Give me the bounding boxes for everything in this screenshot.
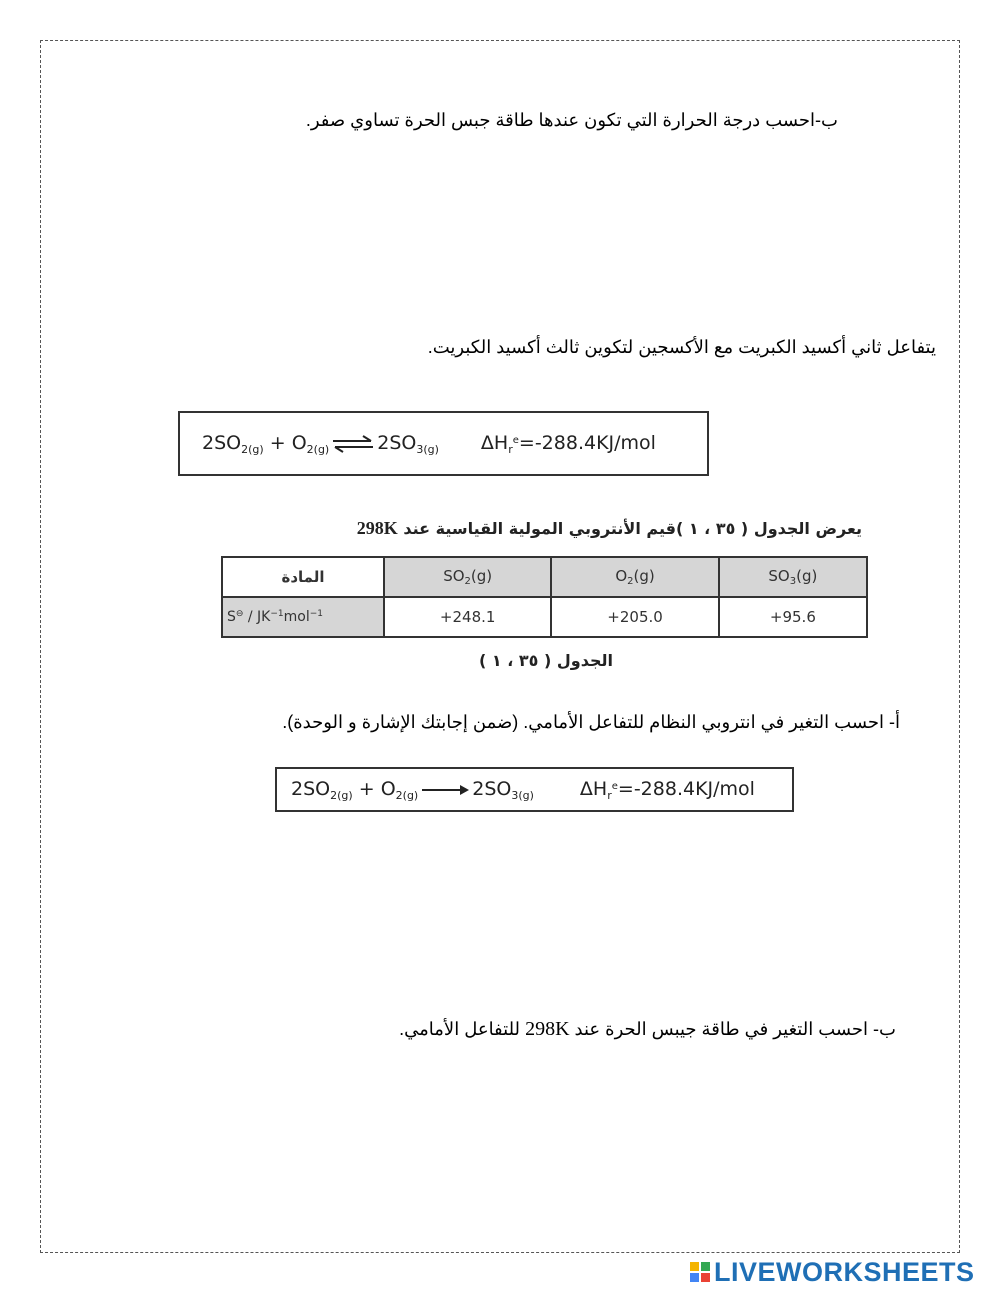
- liveworksheets-logo: [690, 1258, 975, 1286]
- reactant-so2: $2SO_{2(g)}$: [291, 777, 353, 802]
- species-so3: $SO_3(g)$: [719, 557, 867, 597]
- equilibrium-arrow-icon: [331, 435, 375, 453]
- table-header-row: [222, 557, 867, 597]
- table-row: [222, 597, 867, 637]
- entropy-row-label: $S^⊖ / JK^{-1}mol^{-1}$: [222, 597, 384, 637]
- reactant-so2: $2SO_{2(g)}$: [202, 431, 264, 456]
- reaction-intro: يتفاعل ثاني أكسيد الكبريت مع الأكسجين لتكوين ثالث أكسيد الكبريت.: [427, 337, 936, 357]
- enthalpy-change: $\Delta H_r^e=-288.4KJ$/mol: [579, 777, 755, 802]
- reactant-o2: + $O_{2(g)}$: [269, 431, 330, 456]
- species-so2: $SO_2(g)$: [384, 557, 551, 597]
- question-b-gibbs: ب- احسب التغير في طاقة جيبس الحرة عند 298K للتفاعل الأمامي.: [399, 1018, 896, 1040]
- table-footer: الجدول ( ٣٥ ، ١ ): [479, 651, 613, 670]
- product-so3: $2SO_{3(g)}$: [472, 777, 534, 802]
- logo-square-3: [690, 1273, 699, 1282]
- logo-icon: [690, 1262, 710, 1282]
- species-o2: $O_2(g)$: [551, 557, 718, 597]
- logo-text: LIVEWORKSHEETS: [714, 1256, 975, 1287]
- entropy-value-o2: +205.0: [551, 597, 718, 637]
- equilibrium-equation-box: [178, 411, 709, 476]
- forward-equation-box: [275, 767, 794, 812]
- table-caption: يعرض الجدول ( ٣٥ ، ١ )قيم الأنتروبي المولية القياسية عند 298K: [356, 518, 862, 538]
- logo-square-4: [701, 1273, 710, 1282]
- question-a-entropy: أ- احسب التغير في انتروبي النظام للتفاعل الأمامي. (ضمن إجابتك الإشارة و الوحدة).: [282, 712, 900, 732]
- product-so3: $2SO_{3(g)}$: [377, 431, 439, 456]
- question-b-temperature: ب-احسب درجة الحرارة التي تكون عندها طاقة جبس الحرة تساوي صفر.: [305, 110, 838, 130]
- substance-header: المادة: [222, 557, 384, 597]
- reactant-o2: + $O_{2(g)}$: [358, 777, 419, 802]
- entropy-table: [221, 556, 868, 638]
- logo-square-2: [701, 1262, 710, 1271]
- enthalpy-change: $\Delta H_r^e=-288.4KJ$/mol: [480, 431, 656, 456]
- entropy-value-so2: +248.1: [384, 597, 551, 637]
- forward-arrow-icon: [420, 783, 470, 797]
- worksheet-frame: [40, 40, 960, 1253]
- logo-square-1: [690, 1262, 699, 1271]
- entropy-value-so3: +95.6: [719, 597, 867, 637]
